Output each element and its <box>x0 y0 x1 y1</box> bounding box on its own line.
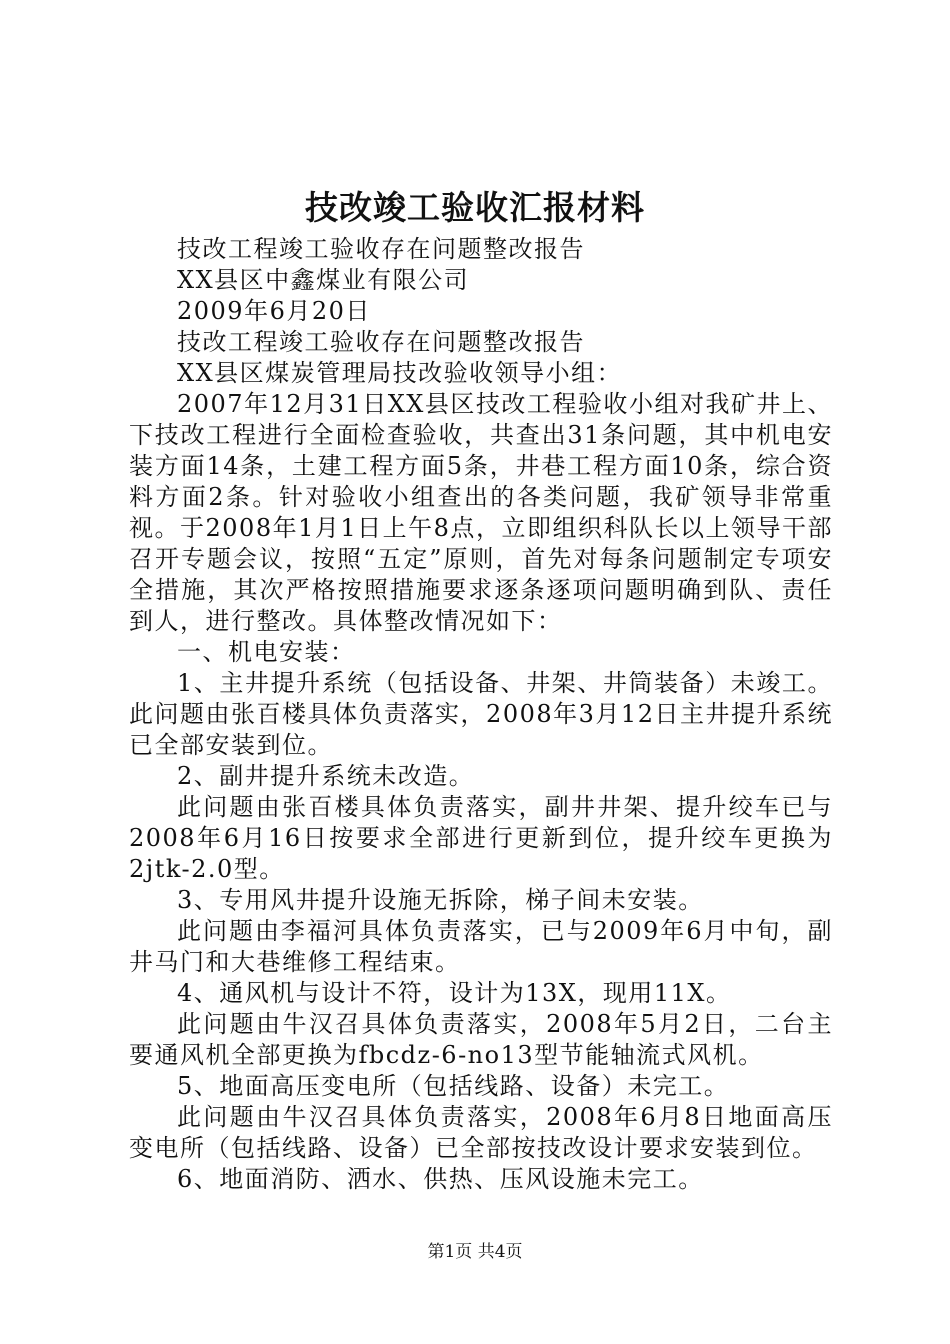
paragraph: XX县区中鑫煤业有限公司 <box>177 266 470 294</box>
paragraph: 3、专用风井提升设施无拆除，梯子间未安装。 <box>177 886 704 914</box>
paragraph: 4、通风机与设计不符，设计为13X，现用11X。 <box>177 979 732 1007</box>
document-body <box>129 234 833 1195</box>
paragraph: 2009年6月20日 <box>177 297 371 325</box>
document-title: 技改竣工验收汇报材料 <box>305 188 645 227</box>
paragraph: 此问题由李福河具体负责落实，已与2009年6月中旬，副井马门和大巷维修工程结束。 <box>129 917 833 976</box>
paragraph: 2、副井提升系统未改造。 <box>177 762 475 790</box>
paragraph: 此问题由张百楼具体负责落实，副井井架、提升绞车已与2008年6月16日按要求全部进行更新到位，提升绞车更换为2jtk-2.0型。 <box>129 793 833 883</box>
paragraph: 6、地面消防、洒水、供热、压风设施未完工。 <box>177 1165 704 1193</box>
paragraph: 此问题由牛汉召具体负责落实，2008年6月8日地面高压变电所（包括线路、设备）已全部按技改设计要求安装到位。 <box>129 1103 833 1162</box>
paragraph: 1、主井提升系统（包括设备、井架、井筒装备）未竣工。此问题由张百楼具体负责落实，2008年3月12日主井提升系统已全部安装到位。 <box>129 669 833 759</box>
paragraph: 技改工程竣工验收存在问题整改报告 <box>177 235 585 263</box>
page-footer: 第1页 共4页 <box>427 1242 523 1262</box>
paragraph: XX县区煤炭管理局技改验收领导小组： <box>177 359 623 387</box>
paragraph: 技改工程竣工验收存在问题整改报告 <box>177 328 585 356</box>
paragraph: 此问题由牛汉召具体负责落实，2008年5月2日，二台主要通风机全部更换为fbcdz-6-no13型节能轴流式风机。 <box>129 1010 833 1069</box>
paragraph: 5、地面高压变电所（包括线路、设备）未完工。 <box>177 1072 730 1100</box>
paragraph: 一、机电安装： <box>177 638 356 666</box>
paragraph: 2007年12月31日XX县区技改工程验收小组对我矿井上、下技改工程进行全面检查验收，共查出31条问题，其中机电安装方面14条，土建工程方面5条，井巷工程方面10条，综合资料方面2条。针对验收小组查出的各类问题，我矿领导非常重视。于2008年1月1日上午8点，立即组织科队长以上领导干部召开专题会议，按照“五定”原则，首先对每条问题制定专项安全措施，其次严格按照措施要求逐条逐项问题明确到队、责任到人，进行整改。具体整改情况如下： <box>129 390 833 635</box>
